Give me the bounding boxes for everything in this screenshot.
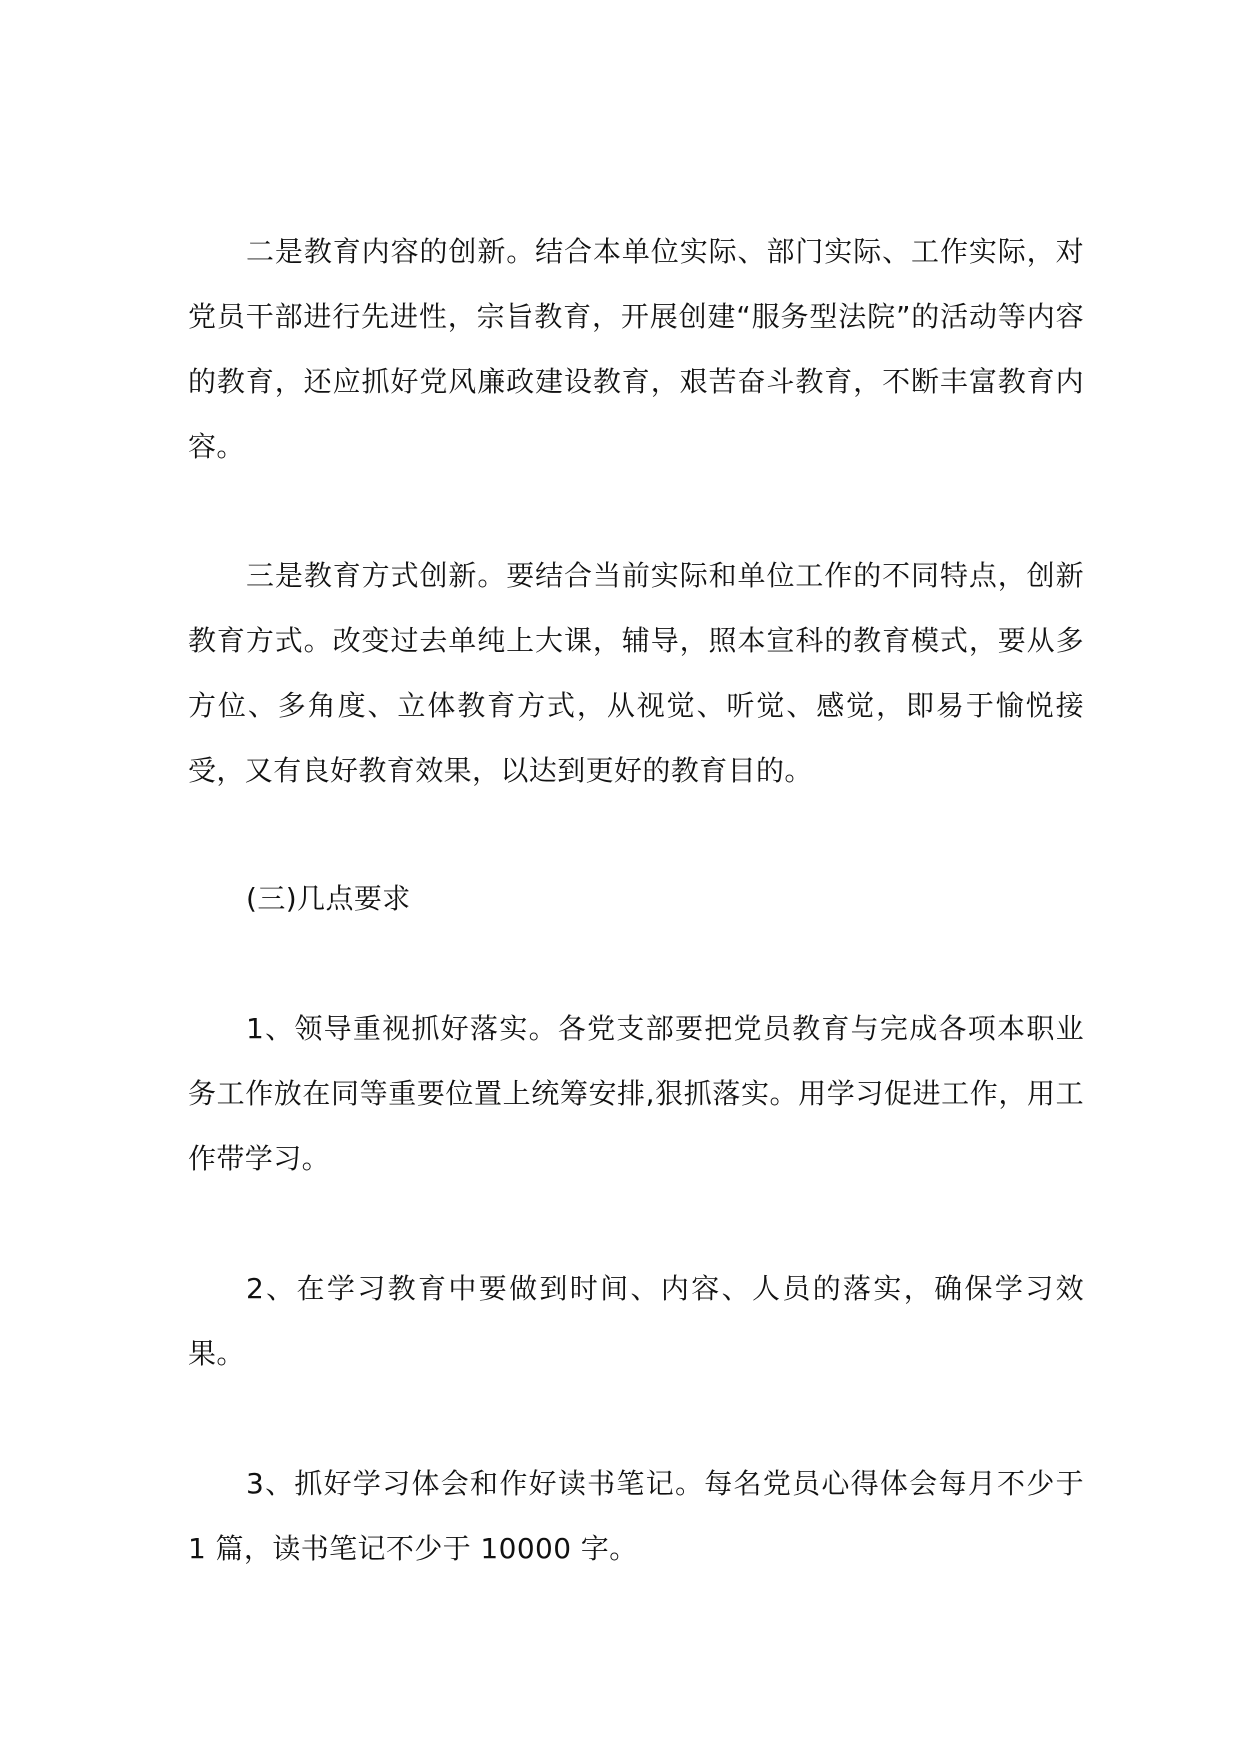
requirement-item-1: 1、领导重视抓好落实。各党支部要把党员教育与完成各项本职业务工作放在同等重要位置上统筹安排,狠抓落实。用学习促进工作，用工作带学习。 [188,1012,1084,1175]
paragraph-education-content: 二是教育内容的创新。结合本单位实际、部门实际、工作实际，对党员干部进行先进性，宗旨教育，开展创建“服务型法院”的活动等内容的教育，还应抓好党风廉政建设教育，艰苦奋斗教育，不断丰富教育内容。 [188,235,1084,463]
paragraph-education-method: 三是教育方式创新。要结合当前实际和单位工作的不同特点，创新教育方式。改变过去单纯上大课，辅导，照本宣科的教育模式，要从多方位、多角度、立体教育方式，从视觉、听觉、感觉，即易于愉悦接受，又有良好教育效果，以达到更好的教育目的。 [188,559,1084,787]
requirement-item-3: 3、抓好学习体会和作好读书笔记。每名党员心得体会每月不少于 1 篇，读书笔记不少于 10000 字。 [188,1467,1084,1565]
requirement-item-2: 2、在学习教育中要做到时间、内容、人员的落实，确保学习效果。 [188,1272,1084,1370]
section-heading-requirements: (三)几点要求 [246,882,411,915]
